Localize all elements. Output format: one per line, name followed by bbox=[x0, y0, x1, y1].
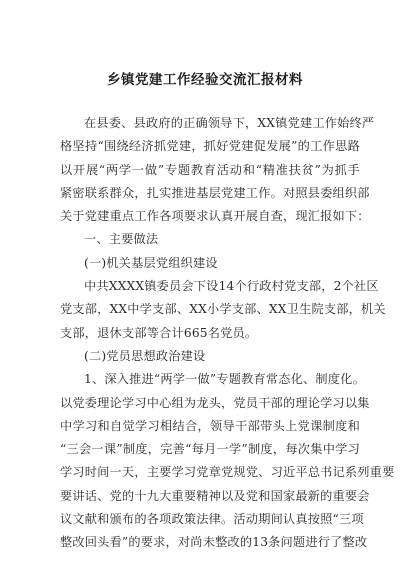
section-heading: 一、主要做法 bbox=[84, 232, 159, 247]
document-title: 乡镇党建工作经验交流汇报材料 bbox=[107, 72, 303, 88]
paragraph-line: 1、深入推进“两学一做”专题教育常态化、制度化。 bbox=[84, 372, 365, 387]
paragraph-line: 以党委理论学习中心组为龙头，党员干部的理论学习以集 bbox=[60, 395, 370, 410]
paragraph-line: 议文献和颁布的各项政策法律。活动期间认真按照“三项 bbox=[60, 512, 364, 527]
paragraph-line: 中共XXXX镇委员会下设14个行政村党支部，2个社区 bbox=[84, 279, 379, 294]
paragraph-line: 关于党建重点工作各项要求认真开展自查，现汇报如下： bbox=[60, 209, 370, 224]
paragraph-line: 紧密联系群众，扎实推进基层党建工作。对照县委组织部 bbox=[60, 185, 370, 200]
paragraph-line: 以开展“两学一做”专题教育活动和“精准扶贫”为抓手 bbox=[60, 162, 360, 177]
subsection-heading: (一)机关基层党组织建设 bbox=[84, 255, 218, 270]
document-body bbox=[60, 112, 395, 555]
paragraph-line: 要讲话、党的十九大重要精神以及党和国家最新的重要会 bbox=[60, 488, 370, 503]
paragraph-line: 在县委、县政府的正确领导下，XX镇党建工作始终严 bbox=[84, 116, 375, 130]
paragraph-line: 整改回头看”的要求，对尚未整改的13条问题进行了整改 bbox=[60, 535, 368, 550]
paragraph-line: 格坚持“围绕经济抓党建，抓好党建促发展”的工作思路 bbox=[60, 139, 360, 154]
paragraph-line: 中学习和自觉学习相结合，领导干部带头上党课制度和 bbox=[60, 418, 360, 433]
subsection-heading: (二)党员思想政治建设 bbox=[84, 348, 206, 363]
paragraph-line: “三会一课”制度，完善“每月一学”制度，每次集中学习 bbox=[60, 442, 360, 457]
paragraph-line: 党支部，XX中学支部、XX小学支部、XX卫生院支部，机关 bbox=[60, 302, 386, 317]
paragraph-line: 学习时间一天，主要学习党章党规党、习近平总书记系列重要 bbox=[60, 465, 395, 480]
paragraph-line: 支部，退休支部等合计665名党员。 bbox=[60, 325, 258, 340]
